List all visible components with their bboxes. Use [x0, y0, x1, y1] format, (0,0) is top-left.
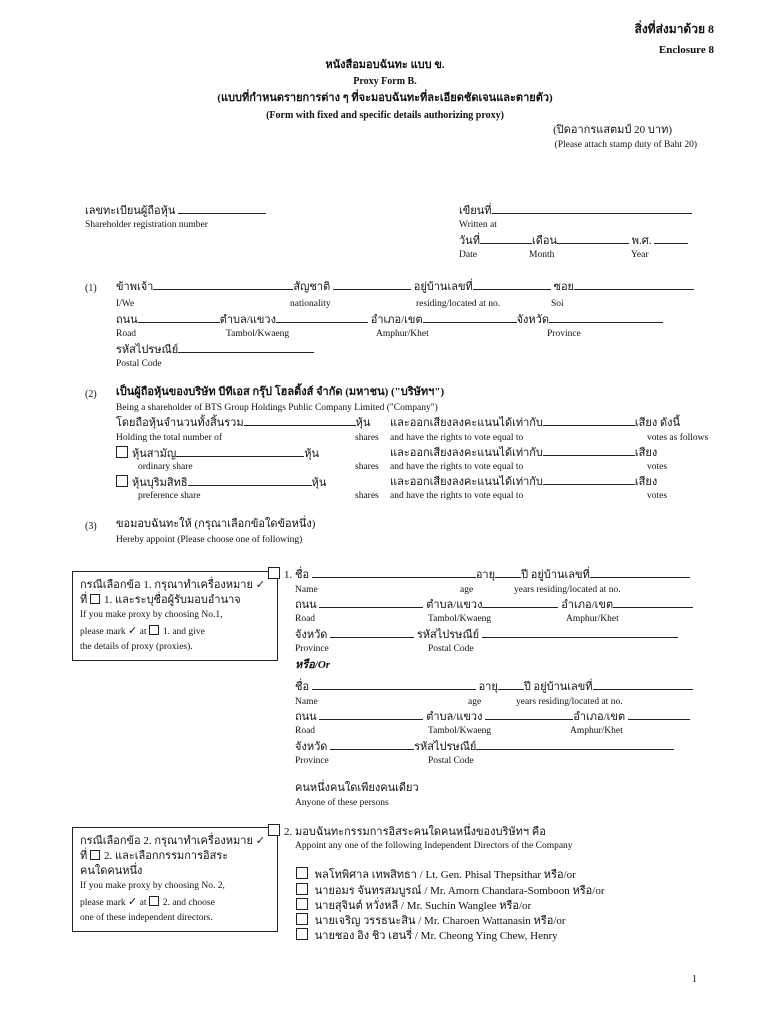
proxy2-row2-th: ถนน ตำบล/แขวง อำเภอ/เขต [295, 710, 690, 724]
vote-en-3: and have the rights to vote equal to [390, 491, 524, 501]
ordinary-shares-th: หุ้นสามัญ หุ้น [116, 446, 319, 461]
proxy1-age-en: age [460, 585, 474, 595]
appoint-th: ขอมอบฉันทะให้ (กรุณาเลือกข้อใดข้อหนึ่ง) [116, 518, 316, 530]
proxy2-amphur-en: Amphur/Khet [570, 726, 623, 736]
ordinary-en: ordinary share [138, 462, 193, 472]
option2-checkbox[interactable] [268, 824, 280, 836]
nationality-en: nationality [290, 299, 331, 309]
proxy2-row3-th: จังหวัด รหัสไปรษณีย์ [295, 740, 674, 754]
year-field[interactable] [654, 234, 688, 244]
soi-field[interactable] [574, 280, 694, 290]
proxy1-name-field[interactable] [312, 568, 476, 578]
proxy2-row1-th: ชื่อ อายุ ปี อยู่บ้านเลขที่ [295, 680, 693, 694]
section1-number: (1) [85, 283, 97, 294]
proxy2-amphur-field[interactable] [628, 710, 690, 720]
section2-number: (2) [85, 389, 97, 400]
proxy1-row2-th: ถนน ตำบล/แขวง อำเภอ/เขต [295, 598, 693, 612]
appoint-en: Hereby appoint (Please choose one of following) [116, 535, 303, 545]
ordinary-shares-field[interactable] [176, 447, 304, 457]
proxy2-province-en: Province [295, 756, 329, 766]
check-mark-icon: ✓ [128, 624, 138, 637]
proxy1-age-field[interactable] [495, 568, 521, 578]
preference-votes-th: และออกเสียงลงคะแนนได้เท่ากับ เสียง [390, 476, 658, 488]
director-item: พลโทพิศาล เทพสิทธา / Lt. Gen. Phisal Thepsithar หรือ/or [296, 867, 576, 882]
title-en: Proxy Form B. [353, 76, 417, 87]
total-shares-th: โดยถือหุ้นจำนวนทั้งสิ้นรวม หุ้น [116, 417, 371, 429]
proxy2-age-en: age [468, 697, 482, 707]
director-4-checkbox[interactable] [296, 913, 308, 925]
check-mark-icon: ✓ [128, 895, 138, 908]
vote-en-1: and have the rights to vote equal to [390, 433, 524, 443]
page-number: 1 [692, 974, 697, 985]
proxy1-road-field[interactable] [319, 598, 423, 608]
anyone-th: คนหนึ่งคนใดเพียงคนเดียว [295, 782, 419, 794]
preference-shares-th: หุ้นบุริมสิทธิ หุ้น [116, 475, 326, 490]
checkbox-icon [149, 896, 159, 906]
director-2-checkbox[interactable] [296, 883, 308, 895]
or-label: หรือ/Or [295, 659, 331, 671]
option2-label-en: Appoint any one of the following Independent Directors of the Company [295, 841, 573, 851]
month-en: Month [529, 250, 555, 260]
residing-en: residing/located at no. [416, 299, 501, 309]
proxy2-tambol-en: Tambol/Kwaeng [428, 726, 492, 736]
section1-row2-th: ถนน ตำบล/แขวง อำเภอ/เขต จังหวัด [116, 313, 663, 327]
registration-number-field[interactable] [178, 204, 266, 214]
preference-votes-field[interactable] [543, 475, 635, 485]
subtitle-th: (แบบที่กำหนดรายการต่าง ๆ ที่จะมอบฉันทะที่ละเอียดชัดเจนและตายตัว) [217, 92, 553, 104]
option2-label-th: 2. มอบฉันทะกรรมการอิสระคนใดคนหนึ่งของบริษัทฯ คือ [268, 824, 546, 839]
preference-en: preference share [138, 491, 201, 501]
proxy2-postal-en: Postal Code [428, 756, 474, 766]
option1-checkbox[interactable] [268, 567, 280, 579]
subtitle-en: (Form with fixed and specific details authorizing proxy) [266, 110, 504, 121]
shareholder-of-en: Being a shareholder of BTS Group Holdings Public Company Limited ("Company") [116, 403, 438, 413]
section1-row1-th: ข้าพเจ้า สัญชาติ อยู่บ้านเลขที่ ซอย [116, 280, 694, 294]
proxy1-tambol-en: Tambol/Kwaeng [428, 614, 492, 624]
director-item: นายชอง อิง ชิว เฮนรี่ / Mr. Cheong Ying Chew, Henry [296, 928, 558, 943]
votes-follows-en: votes as follows [647, 433, 709, 443]
nationality-field[interactable] [333, 280, 411, 290]
written-at-th: เขียนที่ [459, 204, 692, 218]
amphur-en: Amphur/Khet [376, 329, 429, 339]
i-we-en: I/We [116, 299, 135, 309]
anyone-en: Anyone of these persons [295, 798, 389, 808]
proxy2-address-field[interactable] [593, 680, 693, 690]
postal-code-en: Postal Code [116, 359, 162, 369]
proxy1-name-en: Name [295, 585, 318, 595]
option1-row1-th: 1. ชื่อ อายุ ปี อยู่บ้านเลขที่ [268, 567, 690, 582]
shares-en-2: shares [355, 462, 379, 472]
proxy2-name-field[interactable] [312, 680, 476, 690]
proxy1-years-en: years residing/located at no. [514, 585, 621, 595]
proxy1-address-field[interactable] [590, 568, 690, 578]
proxy2-name-en: Name [295, 697, 318, 707]
proxy1-amphur-field[interactable] [613, 598, 693, 608]
date-row-th: วันที่ เดือน พ.ศ. [459, 234, 688, 248]
postal-code-field[interactable] [178, 343, 314, 353]
checkbox-icon [90, 594, 100, 604]
written-at-en: Written at [459, 220, 497, 230]
checkbox-icon [90, 850, 100, 860]
road-en: Road [116, 329, 137, 339]
proxy2-postal-field[interactable] [476, 740, 674, 750]
preference-shares-field[interactable] [188, 476, 312, 486]
director-3-checkbox[interactable] [296, 898, 308, 910]
proxy1-amphur-en: Amphur/Khet [566, 614, 619, 624]
proxy2-road-field[interactable] [319, 710, 423, 720]
enclosure-th: สิ่งที่ส่งมาด้วย 8 [634, 22, 714, 36]
director-1-checkbox[interactable] [296, 867, 308, 879]
proxy1-postal-en: Postal Code [428, 644, 474, 654]
date-en: Date [459, 250, 477, 260]
registration-label-en: Shareholder registration number [85, 220, 208, 230]
total-votes-th: และออกเสียงลงคะแนนได้เท่ากับ เสียง ดังนี้ [390, 417, 680, 429]
road-field[interactable] [138, 313, 220, 323]
registration-label-th: เลขทะเบียนผู้ถือหุ้น [85, 204, 266, 218]
province-en: Province [547, 329, 581, 339]
preference-checkbox[interactable] [116, 475, 128, 487]
director-item: นายอมร จันทรสมบูรณ์ / Mr. Amorn Chandara-Somboon หรือ/or [296, 883, 605, 898]
section3-number: (3) [85, 521, 97, 532]
option1-instruction-box: กรณีเลือกข้อ 1. กรุณาทำเครื่องหมาย ✓ ที่ 1. และระบุชื่อผู้รับมอบอำนาจ If you make proxy by choosing No.1, please mark ✓ at 1. and give the details of proxy (proxies). [72, 571, 278, 661]
proxy2-province-field[interactable] [330, 740, 414, 750]
proxy1-province-en: Province [295, 644, 329, 654]
tambol-field[interactable] [276, 313, 368, 323]
ordinary-votes-field[interactable] [543, 446, 635, 456]
votes-en-2: votes [647, 462, 668, 472]
director-item: นายเจริญ วรรธนะสิน / Mr. Charoen Wattanasin หรือ/or [296, 913, 566, 928]
total-votes-field[interactable] [543, 416, 635, 426]
soi-en: Soi [551, 299, 564, 309]
proxy2-age-field[interactable] [498, 680, 524, 690]
proxy1-tambol-field[interactable] [482, 598, 558, 608]
stamp-th: (ปิดอากรแสตมป์ 20 บาท) [553, 124, 672, 136]
shares-en-1: shares [355, 433, 379, 443]
proxy1-province-field[interactable] [330, 628, 414, 638]
month-field[interactable] [557, 234, 629, 244]
house-number-field[interactable] [473, 280, 551, 290]
date-field[interactable] [480, 234, 532, 244]
proxy1-row3-th: จังหวัด รหัสไปรษณีย์ [295, 628, 678, 642]
section1-row3-th: รหัสไปรษณีย์ [116, 343, 314, 357]
title-th: หนังสือมอบฉันทะ แบบ ข. [325, 59, 445, 71]
vote-en-2: and have the rights to vote equal to [390, 462, 524, 472]
written-at-field[interactable] [492, 204, 692, 214]
option2-instruction-box: กรณีเลือกข้อ 2. กรุณาทำเครื่องหมาย ✓ ที่ 2. และเลือกกรรมการอิสระ คนใดคนหนึ่ง If you make proxy by choosing No. 2, please mark ✓ at 2. and choose one of these independent directors. [72, 827, 278, 932]
total-shares-field[interactable] [244, 416, 356, 426]
tambol-en: Tambol/Kwaeng [226, 329, 290, 339]
total-en: Holding the total number of [116, 433, 223, 443]
proxy2-road-en: Road [295, 726, 316, 736]
check-mark-icon: ✓ [255, 578, 265, 591]
ordinary-checkbox[interactable] [116, 446, 128, 458]
shareholder-of-th: เป็นผู้ถือหุ้นของบริษัท บีทีเอส กรุ๊ป โฮลดิ้งส์ จำกัด (มหาชน) ("บริษัทฯ") [116, 386, 445, 398]
enclosure-en: Enclosure 8 [658, 44, 714, 56]
check-mark-icon: ✓ [255, 834, 265, 847]
name-field[interactable] [153, 280, 293, 290]
checkbox-icon [149, 625, 159, 635]
amphur-field[interactable] [423, 313, 517, 323]
province-field[interactable] [549, 313, 663, 323]
year-en: Year [631, 250, 649, 260]
director-5-checkbox[interactable] [296, 928, 308, 940]
proxy1-road-en: Road [295, 614, 316, 624]
proxy1-postal-field[interactable] [482, 628, 678, 638]
ordinary-votes-th: และออกเสียงลงคะแนนได้เท่ากับ เสียง [390, 447, 658, 459]
shares-en-3: shares [355, 491, 379, 501]
proxy2-years-en: years residing/located at no. [516, 697, 623, 707]
votes-en-3: votes [647, 491, 668, 501]
stamp-en: (Please attach stamp duty of Baht 20) [554, 140, 697, 150]
proxy2-tambol-field[interactable] [485, 710, 573, 720]
director-item: นายสุจินต์ หวั่งหลี / Mr. Suchin Wanglee หรือ/or [296, 898, 531, 913]
